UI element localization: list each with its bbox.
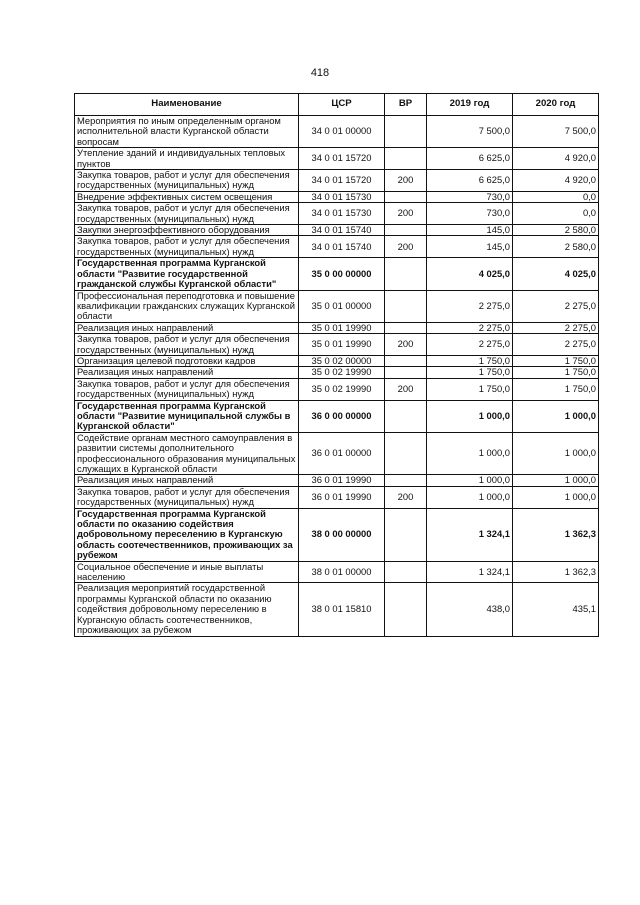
row-2019: 145,0 — [427, 225, 513, 236]
row-vr — [385, 583, 427, 636]
row-csr: 35 0 01 19990 — [299, 334, 385, 356]
row-2020: 0,0 — [513, 203, 599, 225]
row-name: Социальное обеспечение и иные выплаты населению — [75, 561, 299, 583]
row-2020: 0,0 — [513, 191, 599, 202]
row-2019: 1 000,0 — [427, 400, 513, 432]
table-row-program — [75, 508, 599, 561]
row-name: Организация целевой подготовки кадров — [75, 355, 299, 366]
row-2020: 4 920,0 — [513, 148, 599, 170]
table-row — [75, 290, 599, 322]
row-2020: 4 025,0 — [513, 258, 599, 290]
row-name: Закупка товаров, работ и услуг для обеспечения государственных (муниципальных) нужд — [75, 334, 299, 356]
table-row — [75, 583, 599, 636]
row-vr — [385, 258, 427, 290]
row-vr — [385, 290, 427, 322]
row-vr — [385, 400, 427, 432]
row-2020: 2 580,0 — [513, 236, 599, 258]
row-2019: 2 275,0 — [427, 290, 513, 322]
row-csr: 35 0 02 00000 — [299, 355, 385, 366]
row-2019: 145,0 — [427, 236, 513, 258]
row-name: Закупка товаров, работ и услуг для обеспечения государственных (муниципальных) нужд — [75, 486, 299, 508]
row-name: Содействие органам местного самоуправления в развитии системы дополнительного профессионального образования муниципальных служащих в Курганской области — [75, 432, 299, 475]
row-name: Утепление зданий и индивидуальных тепловых пунктов — [75, 148, 299, 170]
row-2020: 1 000,0 — [513, 432, 599, 475]
row-2020: 435,1 — [513, 583, 599, 636]
table-row — [75, 203, 599, 225]
header-2020: 2020 год — [513, 94, 599, 116]
row-2020: 4 920,0 — [513, 170, 599, 192]
row-csr: 35 0 00 00000 — [299, 258, 385, 290]
row-2019: 730,0 — [427, 203, 513, 225]
row-2019: 6 625,0 — [427, 170, 513, 192]
row-vr — [385, 367, 427, 378]
row-2019: 7 500,0 — [427, 116, 513, 148]
header-name: Наименование — [75, 94, 299, 116]
row-vr: 200 — [385, 334, 427, 356]
row-2020: 1 750,0 — [513, 378, 599, 400]
row-csr: 38 0 00 00000 — [299, 508, 385, 561]
row-2019: 6 625,0 — [427, 148, 513, 170]
row-vr — [385, 475, 427, 486]
row-csr: 36 0 01 19990 — [299, 486, 385, 508]
row-csr: 34 0 01 15720 — [299, 170, 385, 192]
row-2020: 2 275,0 — [513, 290, 599, 322]
row-csr: 36 0 01 00000 — [299, 432, 385, 475]
row-vr: 200 — [385, 236, 427, 258]
row-2019: 2 275,0 — [427, 334, 513, 356]
header-vr: ВР — [385, 94, 427, 116]
row-vr — [385, 116, 427, 148]
row-2020: 2 275,0 — [513, 334, 599, 356]
row-2019: 730,0 — [427, 191, 513, 202]
row-vr — [385, 148, 427, 170]
row-name: Закупка товаров, работ и услуг для обеспечения государственных (муниципальных) нужд — [75, 170, 299, 192]
header-2019: 2019 год — [427, 94, 513, 116]
table-row — [75, 148, 599, 170]
page-number: 418 — [310, 67, 330, 79]
row-name: Закупка товаров, работ и услуг для обеспечения государственных (муниципальных) нужд — [75, 203, 299, 225]
row-name: Закупка товаров, работ и услуг для обеспечения государственных (муниципальных) нужд — [75, 236, 299, 258]
row-vr — [385, 432, 427, 475]
table-row — [75, 191, 599, 202]
row-name: Государственная программа Курганской области "Развитие муниципальной службы в Курганской области" — [75, 400, 299, 432]
row-vr: 200 — [385, 486, 427, 508]
row-2019: 2 275,0 — [427, 322, 513, 333]
row-csr: 36 0 00 00000 — [299, 400, 385, 432]
row-2020: 1 362,3 — [513, 508, 599, 561]
table-row-program — [75, 400, 599, 432]
table-row — [75, 116, 599, 148]
row-vr — [385, 355, 427, 366]
row-vr — [385, 322, 427, 333]
row-csr: 34 0 01 00000 — [299, 116, 385, 148]
row-2020: 1 750,0 — [513, 367, 599, 378]
table-row — [75, 475, 599, 486]
row-csr: 34 0 01 15730 — [299, 203, 385, 225]
header-csr: ЦСР — [299, 94, 385, 116]
table-row — [75, 561, 599, 583]
table-row — [75, 322, 599, 333]
row-2019: 1 000,0 — [427, 486, 513, 508]
row-vr — [385, 561, 427, 583]
row-csr: 36 0 01 19990 — [299, 475, 385, 486]
row-csr: 34 0 01 15740 — [299, 236, 385, 258]
row-2020: 1 362,3 — [513, 561, 599, 583]
table-row-program — [75, 258, 599, 290]
row-csr: 35 0 02 19990 — [299, 367, 385, 378]
row-vr: 200 — [385, 170, 427, 192]
table-row — [75, 432, 599, 475]
row-vr — [385, 225, 427, 236]
row-2020: 1 750,0 — [513, 355, 599, 366]
row-2019: 1 324,1 — [427, 561, 513, 583]
table-row — [75, 367, 599, 378]
row-vr: 200 — [385, 378, 427, 400]
row-name: Реализация мероприятий государственной программы Курганской области по оказанию содействия добровольному переселению в Курганскую область соотечественников, проживающих за рубежом — [75, 583, 299, 636]
row-vr — [385, 191, 427, 202]
row-csr: 35 0 01 00000 — [299, 290, 385, 322]
row-csr: 38 0 01 00000 — [299, 561, 385, 583]
row-name: Государственная программа Курганской области "Развитие государственной гражданской службы Курганской области" — [75, 258, 299, 290]
row-2019: 1 750,0 — [427, 355, 513, 366]
budget-table — [74, 93, 599, 637]
row-2019: 1 324,1 — [427, 508, 513, 561]
table-body — [75, 116, 599, 637]
row-csr: 34 0 01 15720 — [299, 148, 385, 170]
row-name: Реализация иных направлений — [75, 367, 299, 378]
row-2019: 1 750,0 — [427, 367, 513, 378]
table-row — [75, 486, 599, 508]
row-csr: 34 0 01 15730 — [299, 191, 385, 202]
row-2019: 438,0 — [427, 583, 513, 636]
row-2020: 1 000,0 — [513, 475, 599, 486]
row-name: Реализация иных направлений — [75, 322, 299, 333]
row-2020: 1 000,0 — [513, 400, 599, 432]
row-vr — [385, 508, 427, 561]
row-2020: 7 500,0 — [513, 116, 599, 148]
row-2020: 1 000,0 — [513, 486, 599, 508]
row-csr: 35 0 01 19990 — [299, 322, 385, 333]
table-row — [75, 334, 599, 356]
row-name: Профессиональная переподготовка и повышение квалификации гражданских служащих Курганской области — [75, 290, 299, 322]
row-vr: 200 — [385, 203, 427, 225]
table-row — [75, 170, 599, 192]
row-csr: 35 0 02 19990 — [299, 378, 385, 400]
row-2019: 1 000,0 — [427, 432, 513, 475]
table-header-row — [75, 94, 599, 116]
table-row — [75, 225, 599, 236]
table-row — [75, 355, 599, 366]
row-name: Внедрение эффективных систем освещения — [75, 191, 299, 202]
table-row — [75, 378, 599, 400]
row-name: Закупка товаров, работ и услуг для обеспечения государственных (муниципальных) нужд — [75, 378, 299, 400]
row-2020: 2 580,0 — [513, 225, 599, 236]
row-2019: 4 025,0 — [427, 258, 513, 290]
row-name: Закупки энергоэффективного оборудования — [75, 225, 299, 236]
row-name: Реализация иных направлений — [75, 475, 299, 486]
row-2020: 2 275,0 — [513, 322, 599, 333]
row-2019: 1 000,0 — [427, 475, 513, 486]
row-csr: 34 0 01 15740 — [299, 225, 385, 236]
table-row — [75, 236, 599, 258]
row-2019: 1 750,0 — [427, 378, 513, 400]
row-name: Мероприятия по иным определенным органом исполнительной власти Курганской области вопросам — [75, 116, 299, 148]
row-csr: 38 0 01 15810 — [299, 583, 385, 636]
row-name: Государственная программа Курганской области по оказанию содействия добровольному переселению в Курганскую область соотечественников, проживающих за рубежом — [75, 508, 299, 561]
